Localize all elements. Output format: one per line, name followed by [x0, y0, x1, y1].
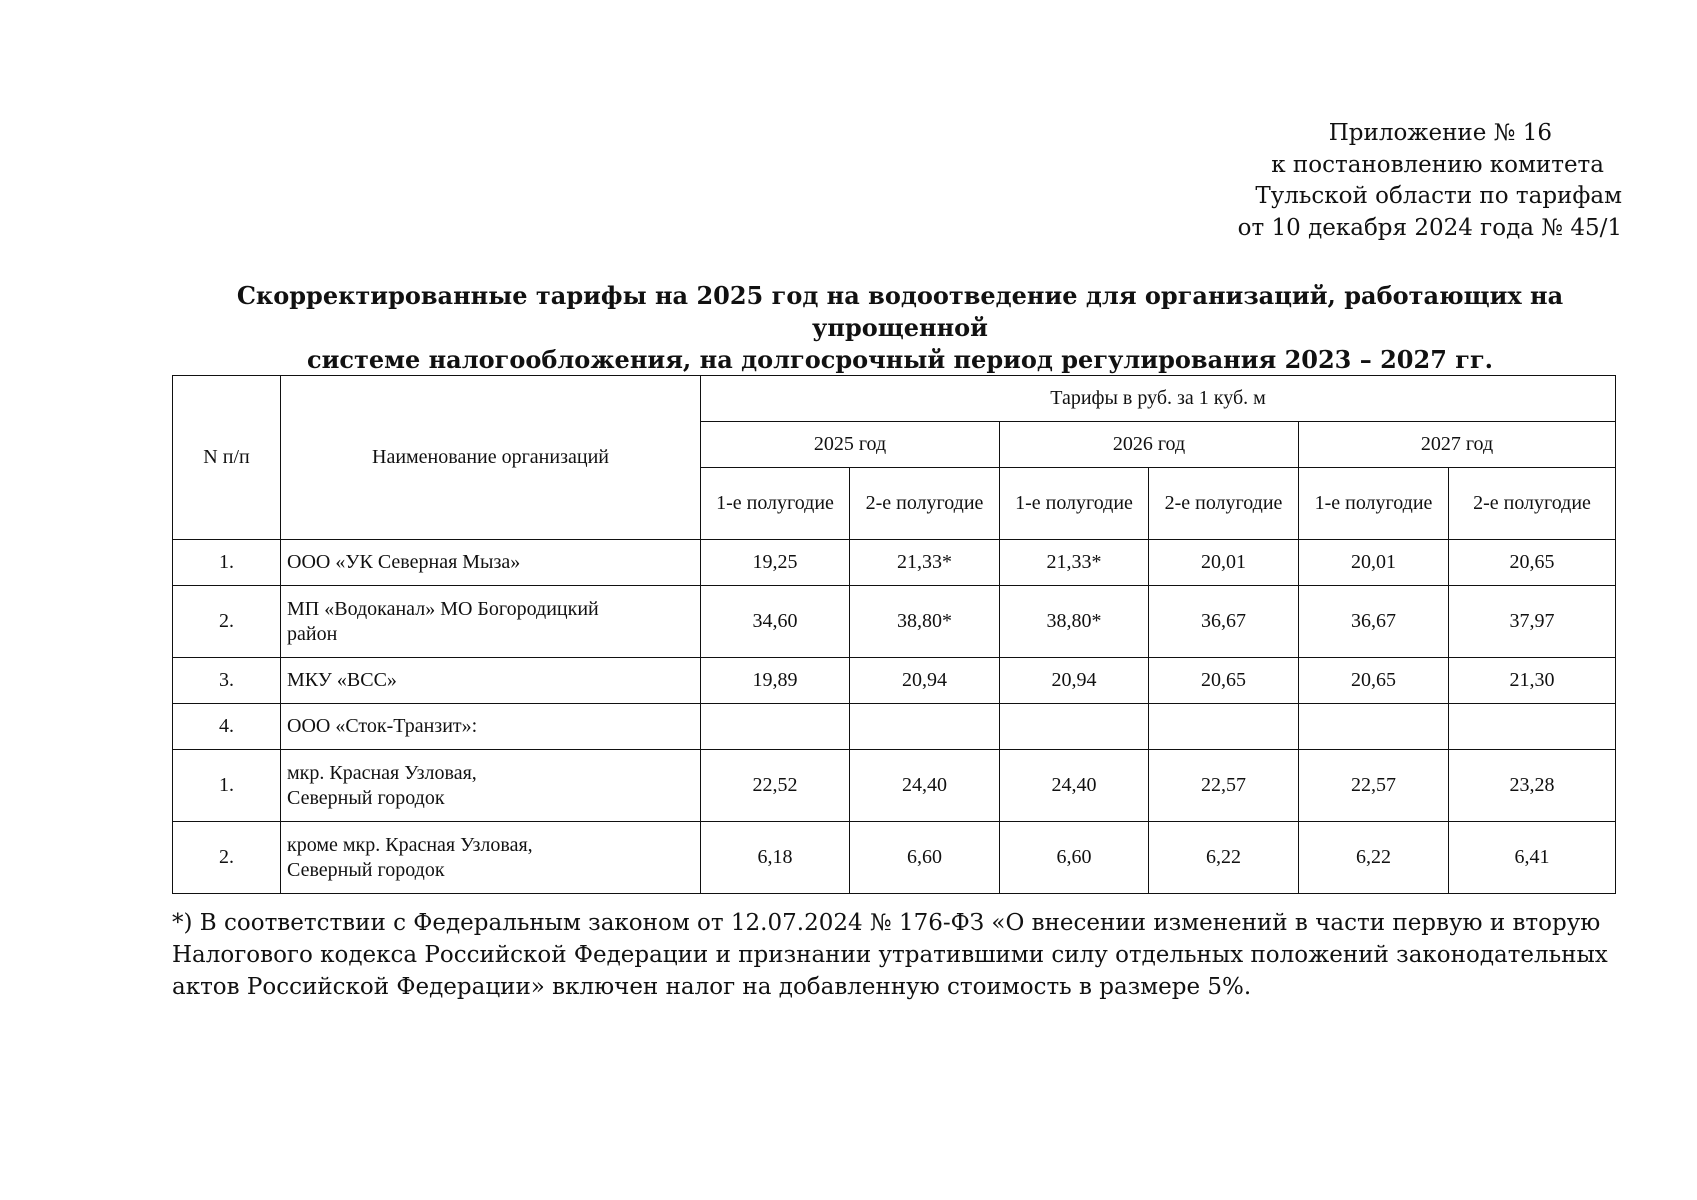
tariff-cell: 19,89: [701, 658, 850, 704]
tariff-cell: [850, 704, 1000, 750]
tariff-cell: [1299, 704, 1449, 750]
appendix-resolution-ref: к постановлению комитета: [1271, 151, 1604, 178]
row-num: 2.: [173, 822, 281, 894]
header-half: 2-е полугодие: [850, 468, 1000, 540]
tariff-cell: 37,97: [1449, 586, 1616, 658]
tariff-cell: 6,60: [850, 822, 1000, 894]
header-half: 2-е полугодие: [1449, 468, 1616, 540]
tariff-cell: 20,65: [1299, 658, 1449, 704]
table-row: [173, 586, 1616, 658]
header-num: N п/п: [173, 376, 281, 540]
appendix-date: от 10 декабря 2024 года № 45/1: [1237, 214, 1622, 241]
row-num: 4.: [173, 704, 281, 750]
row-org-name: кроме мкр. Красная Узловая, Северный городок: [281, 822, 701, 894]
tariff-cell: 23,28: [1449, 750, 1616, 822]
header-year-2026: 2026 год: [1000, 422, 1299, 468]
title-line-1: Скорректированные тарифы на 2025 год на водоотведение для организаций, работающих на упрощенной: [236, 281, 1564, 342]
table-row: [173, 822, 1616, 894]
tariff-cell: [1149, 704, 1299, 750]
row-org-name: ООО «УК Северная Мыза»: [281, 540, 701, 586]
tariff-cell: 19,25: [701, 540, 850, 586]
tariff-cell: 22,52: [701, 750, 850, 822]
tariff-cell: 20,01: [1149, 540, 1299, 586]
row-org-name: МКУ «ВСС»: [281, 658, 701, 704]
row-org-name: ООО «Сток-Транзит»:: [281, 704, 701, 750]
header-tariffs: Тарифы в руб. за 1 куб. м: [701, 376, 1616, 422]
tariff-cell: 34,60: [701, 586, 850, 658]
row-num: 1.: [173, 750, 281, 822]
tariff-cell: 6,22: [1299, 822, 1449, 894]
tariff-cell: 38,80*: [850, 586, 1000, 658]
header-half: 1-е полугодие: [701, 468, 850, 540]
tariff-cell: [701, 704, 850, 750]
header-half: 1-е полугодие: [1299, 468, 1449, 540]
row-num: 1.: [173, 540, 281, 586]
tariff-cell: 20,94: [850, 658, 1000, 704]
tariff-table: [172, 375, 1616, 894]
tariff-cell: 21,33*: [850, 540, 1000, 586]
header-row-1: [173, 376, 1616, 422]
document-title: [160, 280, 1640, 376]
tariff-cell: 6,41: [1449, 822, 1616, 894]
appendix-block: [1202, 118, 1622, 244]
appendix-committee: Тульской области по тарифам: [1255, 183, 1622, 209]
footnote: *) В соответствии с Федеральным законом от 12.07.2024 № 176-ФЗ «О внесении изменений в части первую и вторую Налогового кодекса Российской Федерации и признании утратившими силу отдельных положений законодательных актов Российской Федерации» включен налог на добавленную стоимость в размере 5%.: [172, 910, 1608, 1000]
header-half: 2-е полугодие: [1149, 468, 1299, 540]
table-row: [173, 704, 1616, 750]
tariff-cell: 38,80*: [1000, 586, 1149, 658]
tariff-cell: 36,67: [1149, 586, 1299, 658]
tariff-cell: 20,94: [1000, 658, 1149, 704]
row-org-name: мкр. Красная Узловая, Северный городок: [281, 750, 701, 822]
table-row: [173, 658, 1616, 704]
tariff-cell: 6,18: [701, 822, 850, 894]
tariff-cell: 6,22: [1149, 822, 1299, 894]
tariff-cell: 21,33*: [1000, 540, 1149, 586]
tariff-cell: 22,57: [1149, 750, 1299, 822]
tariff-cell: [1000, 704, 1149, 750]
tariff-cell: 36,67: [1299, 586, 1449, 658]
tariff-cell: 6,60: [1000, 822, 1149, 894]
header-half: 1-е полугодие: [1000, 468, 1149, 540]
title-line-2: системе налогообложения, на долгосрочный период регулирования 2023 – 2027 гг.: [306, 345, 1494, 374]
header-org-name: Наименование организаций: [281, 376, 701, 540]
row-num: 3.: [173, 658, 281, 704]
tariff-cell: 24,40: [1000, 750, 1149, 822]
row-org-name: МП «Водоканал» МО Богородицкий район: [281, 586, 701, 658]
tariff-cell: 22,57: [1299, 750, 1449, 822]
tariff-cell: 20,65: [1449, 540, 1616, 586]
tariff-cell: [1449, 704, 1616, 750]
tariff-cell: 20,65: [1149, 658, 1299, 704]
table-row: [173, 750, 1616, 822]
tariff-cell: 24,40: [850, 750, 1000, 822]
header-year-2025: 2025 год: [701, 422, 1000, 468]
table-row: [173, 540, 1616, 586]
row-num: 2.: [173, 586, 281, 658]
tariff-cell: 20,01: [1299, 540, 1449, 586]
appendix-number: Приложение № 16: [1328, 120, 1552, 146]
header-year-2027: 2027 год: [1299, 422, 1616, 468]
tariff-cell: 21,30: [1449, 658, 1616, 704]
